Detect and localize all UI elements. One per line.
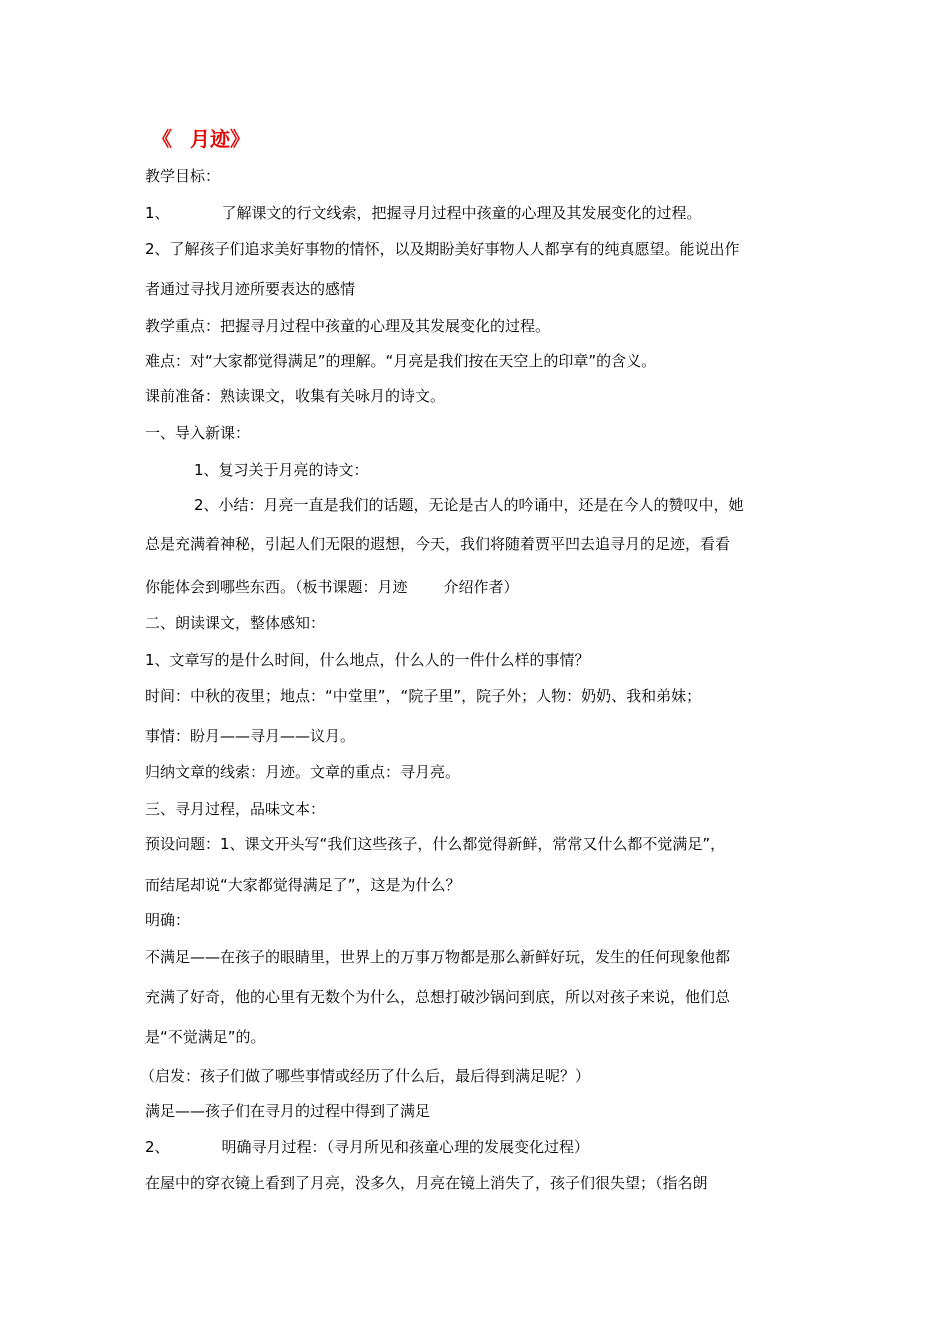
objective-1 bbox=[145, 203, 702, 223]
not-satisfied-line-1: 不满足——在孩子的眼睛里，世界上的万事万物都是那么新鲜好玩，发生的任何现象他都 bbox=[145, 948, 731, 966]
clarify-label: 明确： bbox=[145, 911, 191, 929]
step-2-text: 明确寻月过程：（寻月所见和孩童心理的发展变化过程） bbox=[221, 1138, 590, 1156]
section-heading-objectives: 教学目标： bbox=[145, 167, 221, 185]
teaching-focus: 教学重点：把握寻月过程中孩童的心理及其发展变化的过程。 bbox=[145, 317, 551, 335]
objective-2-line-2: 者通过寻找月迹所要表达的感情 bbox=[145, 280, 356, 298]
answer-event: 事情：盼月——寻月——议月。 bbox=[145, 727, 356, 745]
objective-1-number: 1、 bbox=[145, 204, 170, 222]
intro-step-1: 1、复习关于月亮的诗文： bbox=[194, 461, 369, 479]
title-text: 月迹》 bbox=[190, 127, 250, 151]
summary-clue: 归纳文章的线索：月迹。文章的重点：寻月亮。 bbox=[145, 763, 461, 781]
intro-step-2-line-2: 总是充满着神秘，引起人们无限的遐想，今天，我们将随着贾平凹去追寻月的足迹，看看 bbox=[145, 535, 731, 553]
preset-question-line-1: 预设问题：1、课文开头写“我们这些孩子，什么都觉得新鲜，常常又什么都不觉满足”， bbox=[145, 835, 726, 853]
section-heading-search: 三、寻月过程，品味文本： bbox=[145, 800, 326, 818]
section-heading-reading: 二、朗读课文，整体感知： bbox=[145, 614, 326, 632]
section-heading-intro: 一、导入新课： bbox=[145, 424, 251, 442]
preparation: 课前准备：熟读课文，收集有关咏月的诗文。 bbox=[145, 387, 446, 405]
document-title bbox=[152, 126, 250, 152]
not-satisfied-line-2: 充满了好奇，他的心里有无数个为什么，总想打破沙锅问到底，所以对孩子来说，他们总 bbox=[145, 988, 731, 1006]
objective-1-text: 了解课文的行文线索，把握寻月过程中孩童的心理及其发展变化的过程。 bbox=[221, 204, 702, 222]
intro-step-2-line-3 bbox=[145, 577, 519, 597]
intro-step-2-line-3-b: 介绍作者） bbox=[443, 578, 519, 596]
objective-2-line-1: 2、了解孩子们追求美好事物的情怀，以及期盼美好事物人人都享有的纯真愿望。能说出作 bbox=[145, 240, 740, 258]
step-2-heading bbox=[145, 1137, 589, 1157]
not-satisfied-line-3: 是“不觉满足”的。 bbox=[145, 1028, 266, 1046]
difficulty: 难点：对“大家都觉得满足”的理解。“月亮是我们按在天空上的印章”的含义。 bbox=[145, 352, 657, 370]
satisfied-line: 满足——孩子们在寻月的过程中得到了满足 bbox=[145, 1102, 431, 1120]
question-1: 1、文章写的是什么时间，什么地点，什么人的一件什么样的事情？ bbox=[145, 651, 590, 669]
preset-question-line-2: 而结尾却说“大家都觉得满足了”，这是为什么？ bbox=[145, 876, 461, 894]
intro-step-2-line-3-a: 你能体会到哪些东西。（板书课题：月迹 bbox=[145, 578, 408, 596]
title-open-bracket: 《 bbox=[152, 127, 172, 151]
mirror-paragraph: 在屋中的穿衣镜上看到了月亮，没多久，月亮在镜上消失了，孩子们很失望；（指名朗 bbox=[145, 1174, 708, 1192]
intro-step-2-line-1: 2、小结：月亮一直是我们的话题，无论是古人的吟诵中，还是在今人的赞叹中，她 bbox=[194, 496, 744, 514]
answer-time-place: 时间：中秋的夜里；地点：“中堂里”，“院子里”，院子外；人物：奶奶、我和弟妹； bbox=[145, 687, 702, 705]
step-2-number: 2、 bbox=[145, 1138, 170, 1156]
inspiration-note: （启发：孩子们做了哪些事情或经历了什么后，最后得到满足呢？） bbox=[140, 1067, 591, 1085]
